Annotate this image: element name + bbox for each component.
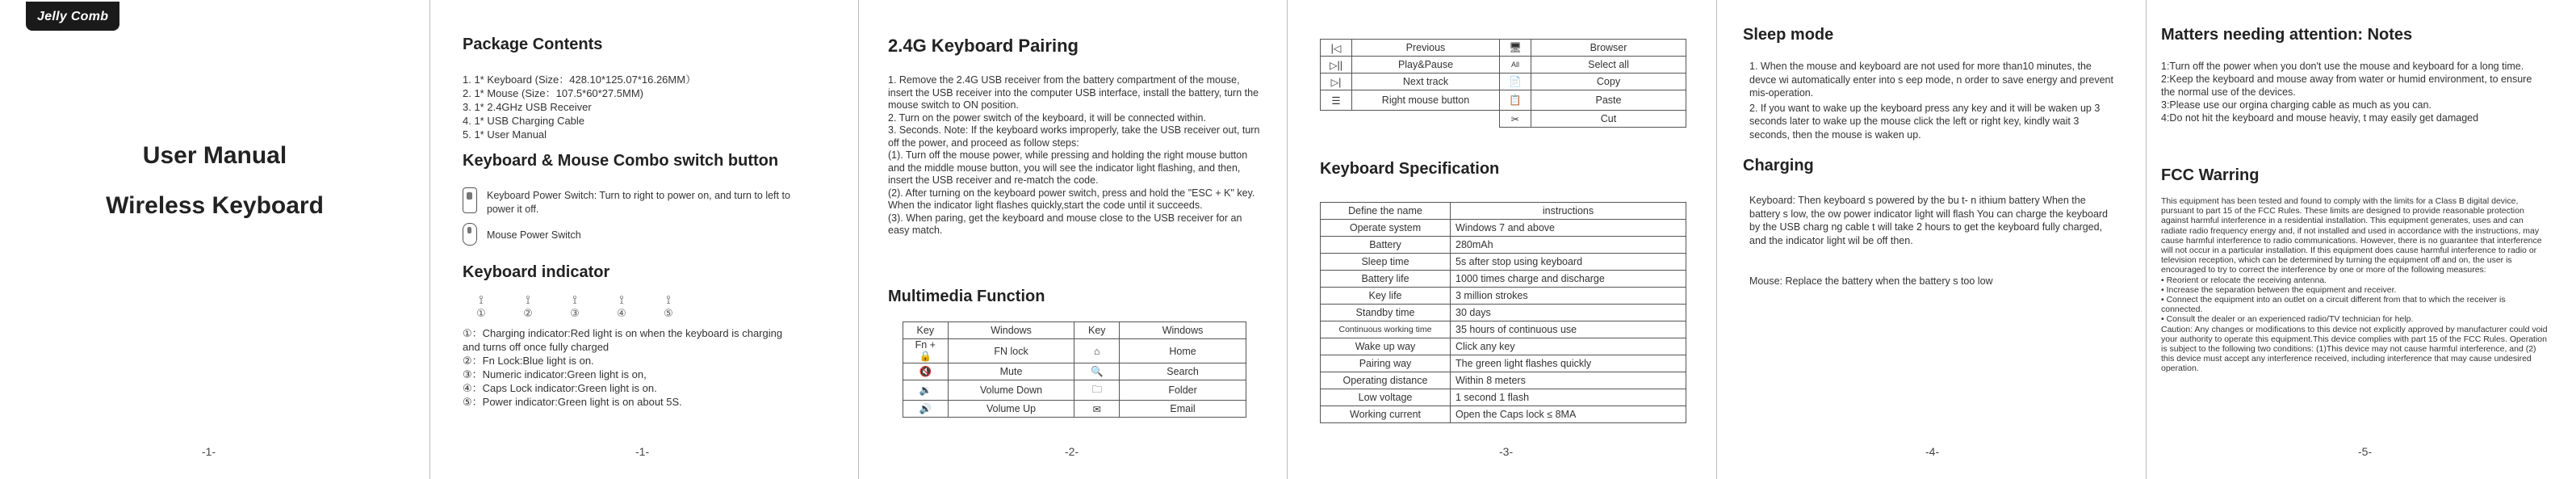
table-header: Windows <box>948 322 1074 339</box>
menu-key-icon: ☰ <box>1321 90 1352 111</box>
table-row <box>1321 57 1686 74</box>
spec-name-cell: Key life <box>1321 288 1451 305</box>
previous-track-icon: |◁ <box>1321 40 1352 57</box>
multimedia-table <box>903 321 1246 418</box>
table-row <box>1321 254 1686 271</box>
indicator-bulb-icon: ⟟ <box>666 293 671 307</box>
spec-name-cell: Battery life <box>1321 271 1451 288</box>
table-cell: FN lock <box>948 339 1074 363</box>
spec-heading: Keyboard Specification <box>1320 160 1500 178</box>
spec-name-cell: Sleep time <box>1321 254 1451 271</box>
table-row <box>1321 338 1686 355</box>
list-item: 1. 1* Keyboard (Size：428.10*125.07*16.26MM） <box>463 74 697 86</box>
spec-table <box>1320 202 1686 423</box>
list-item: 2. Turn on the power switch of the keyboard, it will be connected within. <box>888 111 1206 124</box>
list-item: 3:Please use our orgina charging cable as much as you can. <box>2161 99 2431 111</box>
mute-icon: 🔇 <box>903 363 949 380</box>
list-item: ③：Numeric indicator:Green light is on, <box>463 368 647 380</box>
list-item: ②：Fn Lock:Blue light is on. <box>463 355 594 367</box>
spec-value-cell: 35 hours of continuous use <box>1451 321 1686 338</box>
table-cell: Paste <box>1531 90 1686 111</box>
spec-name-cell: Battery <box>1321 237 1451 254</box>
page-number: -3- <box>1499 445 1514 458</box>
table-cell: Next track <box>1352 74 1500 90</box>
browser-icon: 🖥 <box>1500 40 1531 57</box>
notes-list <box>2161 60 2549 124</box>
next-track-icon: ▷| <box>1321 74 1352 90</box>
volume-down-icon: 🔉 <box>903 380 949 401</box>
pairing-steps <box>888 74 1264 237</box>
spec-name-cell: Operating distance <box>1321 372 1451 389</box>
paste-icon: 📋 <box>1500 90 1531 111</box>
page-number: -1- <box>635 445 650 458</box>
table-row <box>903 363 1246 380</box>
pairing-panel <box>859 0 1287 479</box>
table-row <box>1321 237 1686 254</box>
table-cell: Email <box>1120 401 1246 418</box>
spec-name-cell: Pairing way <box>1321 355 1451 372</box>
cover-title-user-manual: User Manual <box>142 142 287 169</box>
spec-value-cell: Windows 7 and above <box>1451 220 1686 237</box>
table-row <box>1321 288 1686 305</box>
table-cell: Volume Up <box>948 401 1074 418</box>
spec-name-cell: Working current <box>1321 406 1451 423</box>
cover-title-wireless-keyboard: Wireless Keyboard <box>106 192 324 219</box>
charging-mouse-text: Mouse: Replace the battery when the battery s too low <box>1749 275 1993 287</box>
sleep-mode-heading: Sleep mode <box>1743 26 1834 44</box>
list-item: 4. 1* USB Charging Cable <box>463 115 585 127</box>
cut-icon: ✂ <box>1500 111 1531 128</box>
sleep-charging-panel <box>1717 0 2146 479</box>
table-cell <box>1352 111 1500 128</box>
spec-value-cell: 5s after stop using keyboard <box>1451 254 1686 271</box>
keyboard-switch-text: Keyboard Power Switch: Turn to right to power on, and turn to left to power it off. <box>487 190 790 215</box>
list-item: 1. Remove the 2.4G USB receiver from the battery compartment of the mouse, insert the USB receiver into the computer USB interface, install the battery, turn the mouse switch to ON position. <box>888 74 1259 111</box>
table-cell: Volume Down <box>948 380 1074 401</box>
spec-value-cell: 280mAh <box>1451 237 1686 254</box>
indicator-number: ① <box>476 307 486 319</box>
select-all-icon: All <box>1500 57 1531 74</box>
table-row <box>1321 355 1686 372</box>
table-cell: Browser <box>1531 40 1686 57</box>
table-row <box>1321 74 1686 90</box>
table-header: Windows <box>1120 322 1246 339</box>
brand-logo: Jelly Comb <box>26 2 119 31</box>
mouse-switch-icon <box>463 223 477 246</box>
table-cell: Cut <box>1531 111 1686 128</box>
list-item: 4:Do not hit the keyboard and mouse heaviy, t may easily get damaged <box>2161 112 2479 124</box>
fcc-bullet: • Reorient or relocate the receiving antenna. <box>2161 275 2327 285</box>
spec-value-cell: 1 second 1 flash <box>1451 389 1686 406</box>
charging-keyboard-text: Keyboard: Then keyboard s powered by the bu t- n ithium battery When the battery s low, the ow power indicator light will flash You can charge the keyboard by the USB charg ng cable t will take 2 hours to get the keyboard fully charged, and the indicator light wil be off then. <box>1749 195 2109 246</box>
package-list <box>463 73 834 141</box>
spec-panel <box>1288 0 1716 479</box>
table-row <box>1321 389 1686 406</box>
table-cell: Right mouse button <box>1352 90 1500 111</box>
spec-value-cell: Within 8 meters <box>1451 372 1686 389</box>
table-row <box>903 380 1246 401</box>
table-cell: Home <box>1120 339 1246 363</box>
notes-fcc-panel <box>2147 0 2576 479</box>
list-item: (3). When paring, get the keyboard and mouse close to the USB receiver for an easy match. <box>888 212 1242 236</box>
table-header: Key <box>903 322 949 339</box>
indicator-number: ② <box>523 307 533 319</box>
spec-name-cell: Wake up way <box>1321 338 1451 355</box>
volume-up-icon: 🔊 <box>903 401 949 418</box>
home-icon: ⌂ <box>1074 339 1120 363</box>
indicator-bulb-icon: ⟟ <box>479 293 484 307</box>
table-row <box>903 339 1246 363</box>
table-cell: Select all <box>1531 57 1686 74</box>
fcc-bullet: • Increase the separation between the equipment and receiver. <box>2161 284 2397 295</box>
fn-lock-key-icon: Fn + 🔒 <box>903 339 949 363</box>
cover-panel <box>0 0 429 479</box>
spec-name-cell: Define the name <box>1321 203 1451 220</box>
copy-icon: 📄 <box>1500 74 1531 90</box>
table-cell: Folder <box>1120 380 1246 401</box>
indicator-number: ⑤ <box>664 307 673 319</box>
package-panel <box>430 0 858 479</box>
notes-heading: Matters needing attention: Notes <box>2161 26 2413 44</box>
fcc-paragraph: This equipment has been tested and found to comply with the limits for a Class B digital device, pursuant to part 15 of the FCC Rules. These limits are designed to provide reasonable protection against harmful interference in a residential installation. This equipment generates, uses and can radiate radio frequency energy and, if not installed and used in accordance with the instructions, may cause harmful interference to radio communications. However, there is no guarantee that interference will not occur in a particular installation. If this equipment does cause harmful interference to radio or television reception, which can be determined by turning the equipment off and on, the user is encouraged to try to correct the interference by one or more of the following measures: <box>2161 196 2542 275</box>
spec-value-cell: The green light flashes quickly <box>1451 355 1686 372</box>
fcc-bullet: • Connect the equipment into an outlet on a circuit different from that to which the receiver is connected. <box>2161 295 2506 315</box>
spec-value-cell: 1000 times charge and discharge <box>1451 271 1686 288</box>
indicator-bulb-icon: ⟟ <box>526 293 530 307</box>
spec-name-cell: Standby time <box>1321 305 1451 321</box>
table-row <box>1321 321 1686 338</box>
multimedia-heading: Multimedia Function <box>888 288 1045 305</box>
spec-name-cell: Continuous working time <box>1321 321 1451 338</box>
indicator-bulb-icon: ⟟ <box>572 293 577 307</box>
spec-name-cell: Low voltage <box>1321 389 1451 406</box>
indicator-number: ④ <box>617 307 626 319</box>
list-item: 2. 1* Mouse (Size：107.5*60*27.5MM) <box>463 87 644 99</box>
page-number: -1- <box>202 445 216 458</box>
table-row <box>1321 305 1686 321</box>
page-number: -4- <box>1925 445 1940 458</box>
spec-name-cell: Operate system <box>1321 220 1451 237</box>
charging-heading: Charging <box>1743 157 1814 174</box>
list-item: ①：Charging indicator:Red light is on when the keyboard is charging and turns off once fully charged <box>463 327 783 353</box>
table-row <box>1321 220 1686 237</box>
keyboard-switch-icon <box>463 187 477 213</box>
table-row <box>1321 406 1686 423</box>
spec-value-cell: 30 days <box>1451 305 1686 321</box>
spec-value-cell: Click any key <box>1451 338 1686 355</box>
spec-value-cell: Open the Caps lock ≤ 8MA <box>1451 406 1686 423</box>
table-row <box>1321 372 1686 389</box>
fcc-body <box>2161 196 2549 374</box>
spec-value-cell: 3 million strokes <box>1451 288 1686 305</box>
list-item: ④：Caps Lock indicator:Green light is on. <box>463 382 657 394</box>
page-number: -5- <box>2358 445 2373 458</box>
table-header: Key <box>1074 322 1120 339</box>
list-item: 3. Seconds. Note: If the keyboard works improperly, take the USB receiver out, turn off the power, and proceed as follow steps: <box>888 124 1260 149</box>
list-item: (1). Turn off the mouse power, while pressing and holding the right mouse button and the middle mouse button, you will see the indicator light flashing, and then, insert the USB receiver and re-match the code. <box>888 149 1248 186</box>
table-row <box>1321 90 1686 111</box>
function-key-table <box>1320 39 1686 128</box>
combo-switch-heading: Keyboard & Mouse Combo switch button <box>463 152 779 170</box>
list-item: 1:Turn off the power when you don't use the mouse and keyboard for a long time. <box>2161 61 2524 72</box>
table-row <box>1321 271 1686 288</box>
list-item: 1. When the mouse and keyboard are not used for more than10 minutes, the devce wi automatically enter into s eep mode, n order to save energy and prevent mis-operation. <box>1749 61 2113 99</box>
indicator-number: ③ <box>570 307 580 319</box>
table-cell: Previous <box>1352 40 1500 57</box>
list-item: 5. 1* User Manual <box>463 128 547 141</box>
fcc-heading: FCC Warring <box>2161 166 2260 184</box>
table-row <box>903 401 1246 418</box>
folder-icon: 🗀 <box>1074 380 1120 401</box>
table-row <box>1321 203 1686 220</box>
list-item: 3. 1* 2.4GHz USB Receiver <box>463 101 592 113</box>
table-header-row <box>903 322 1246 339</box>
indicator-list <box>463 326 802 409</box>
play-pause-icon: ▷|| <box>1321 57 1352 74</box>
indicator-bulb-icon: ⟟ <box>619 293 624 307</box>
list-item: (2). After turning on the keyboard power switch, press and hold the "ESC + K" key. When the indicator light flashes quickly,start the code until it succeeds. <box>888 187 1255 211</box>
package-contents-heading: Package Contents <box>463 36 603 53</box>
fcc-caution: Caution: Any changes or modifications to this device not explicitly approved by manufacturer could void your authority to operate this equipment.This device complies with part 15 of the FCC Rules. Operation is subject to the following two conditions: (1)This device may not cause harmful interference, and (2) this device must accept any interference received, including interference that may cause undesired operation. <box>2161 324 2548 374</box>
table-cell: Search <box>1120 363 1246 380</box>
page-number: -2- <box>1065 445 1079 458</box>
sleep-mode-list <box>1749 60 2121 141</box>
table-row <box>1321 111 1686 128</box>
table-cell: Mute <box>948 363 1074 380</box>
table-cell: Copy <box>1531 74 1686 90</box>
table-cell: Play&Pause <box>1352 57 1500 74</box>
pairing-heading: 2.4G Keyboard Pairing <box>888 36 1079 56</box>
mouse-switch-text: Mouse Power Switch <box>487 229 581 241</box>
email-icon: ✉ <box>1074 401 1120 418</box>
keyboard-indicator-heading: Keyboard indicator <box>463 263 610 281</box>
list-item: 2. If you want to wake up the keyboard press any key and it will be waken up 3 seconds later to wake up the mouse click the left or right key, kindly wait 3 seconds, then the mouse is waken up. <box>1749 102 2101 141</box>
fcc-bullet: • Consult the dealer or an experienced radio/TV technician for help. <box>2161 314 2414 325</box>
spec-value-cell: instructions <box>1451 203 1686 220</box>
search-icon: 🔍 <box>1074 363 1120 380</box>
list-item: 2:Keep the keyboard and mouse away from water or humid environment, to ensure the normal use of the devices. <box>2161 74 2532 98</box>
list-item: ⑤：Power indicator:Green light is on about 5S. <box>463 396 682 408</box>
table-cell <box>1321 111 1352 128</box>
table-row <box>1321 40 1686 57</box>
